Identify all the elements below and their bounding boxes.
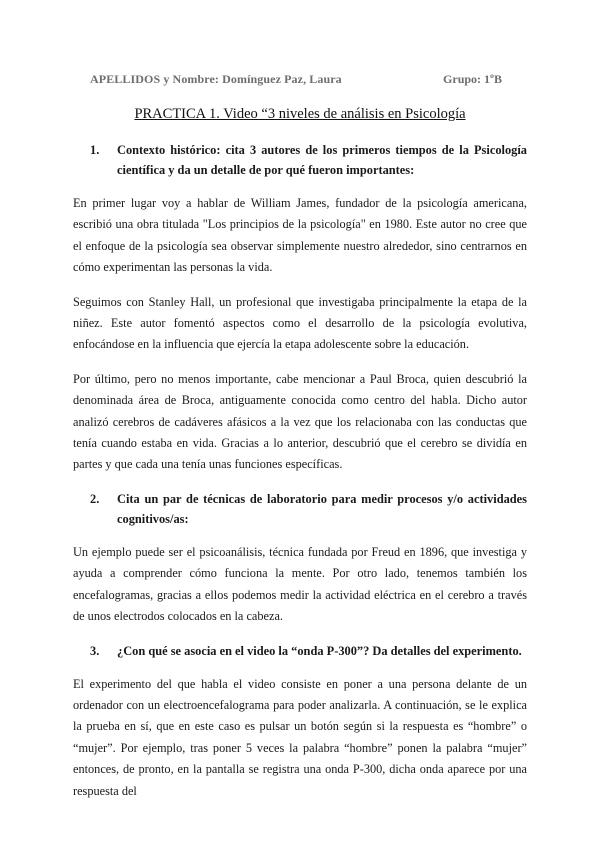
document-header [90, 72, 510, 87]
answer-paragraph: El experimento del que habla el video consiste en poner a una persona delante de un ordenador con un electroencefalograma para poder analizarla. A continuación, se le explica la prueba en sí, que en este caso es pulsar un botón según si la respuesta es “hombre” o “mujer”. Por ejemplo, tras poner 5 veces la palabra “hombre” ponen la palabra “mujer” entonces, de pronto, en la pantalla se registra una onda P-300, dicha onda aparece por una respuesta del [73, 676, 527, 798]
question-number: 1. [90, 143, 100, 157]
question-text: Cita un par de técnicas de laboratorio para medir procesos y/o actividades cognitivos/as: [117, 491, 527, 526]
answer-paragraph: Seguimos con Stanley Hall, un profesional que investigaba principalmente la etapa de la niñez. Este autor fomentó aspectos como el desarrollo de la psicología evolutiva, enfocándose en la influencia que ejercía la etapa adolescente sobre la educación. [73, 294, 527, 352]
question-text: ¿Con qué se asocia en el video la “onda P-300”? Da detalles del experimento. [117, 643, 522, 658]
document-title: PRACTICA 1. Video “3 niveles de análisis en Psicología [134, 106, 466, 122]
question-2 [73, 489, 527, 529]
student-name: APELLIDOS y Nombre: Domínguez Paz, Laura [90, 72, 342, 86]
question-number: 2. [90, 491, 100, 506]
document-body [73, 140, 527, 815]
question-3 [73, 641, 527, 661]
answer-paragraph: Un ejemplo puede ser el psicoanálisis, técnica fundada por Freud en 1896, que investiga y ayuda a comprender cómo funciona la mente. Por otro lado, tenemos también los encefalogramas, gracias a ellos podemos medir la actividad eléctrica en el cerebro a través de unos electrodos colocados en la cabeza. [73, 544, 527, 624]
question-number: 3. [90, 643, 100, 658]
question-1 [73, 140, 527, 180]
question-text: Contexto histórico: cita 3 autores de los primeros tiempos de la Psicología científica y da un detalle de por qué fueron importantes: [117, 143, 527, 177]
answer-paragraph: En primer lugar voy a hablar de William James, fundador de la psicología americana, escribió una obra titulada "Los principios de la psicología" en 1980. Este autor no cree que el enfoque de la psicología sea observar simplemente nuestro alrededor, sino centrarnos en cómo experimentan las personas la vida. [73, 196, 527, 275]
student-group: Grupo: 1ºB [443, 72, 502, 86]
answer-paragraph: Por último, pero no menos importante, cabe mencionar a Paul Broca, quien descubrió la denominada área de Broca, antiguamente conocida como centro del habla. Dicho autor analizó cerebros de cadáveres afásicos a la vez que los relacionaba con las conductas que tenía cuando estaba en vida. Gracias a lo anterior, descubrió que el cerebro se dividía en partes y que cada una tenía unas funciones específicas. [73, 371, 527, 472]
